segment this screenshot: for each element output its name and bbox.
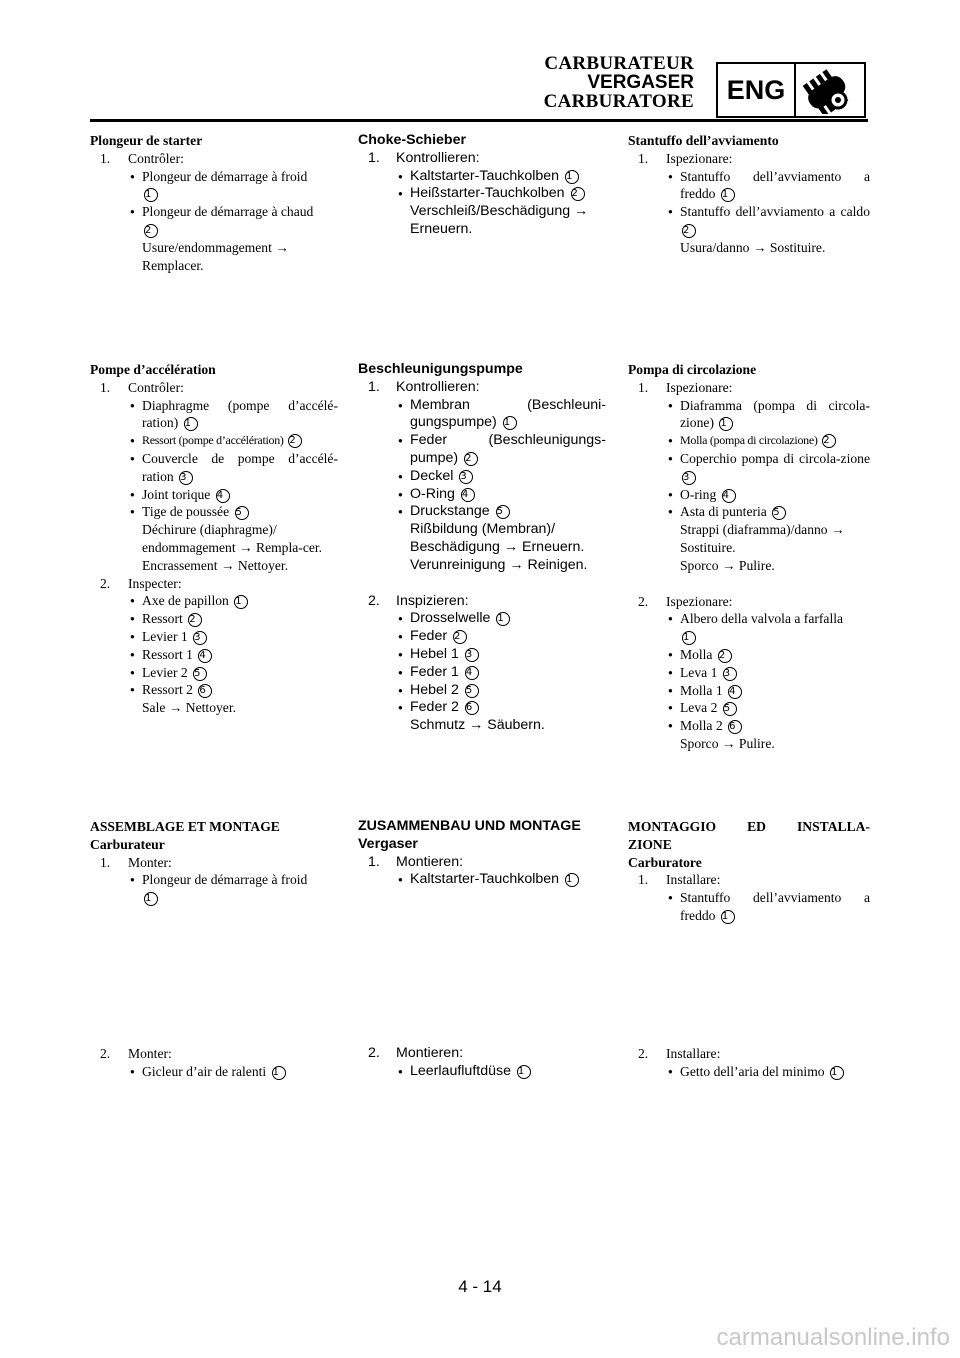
list-item: ● Molla 2 6: [628, 717, 870, 735]
list-item: ● Ressort (pompe d’accélération) 2: [90, 432, 338, 450]
list-item: ● Heißstarter-Tauchkolben 2: [358, 185, 606, 203]
list-item: ● Druckstange 5: [358, 503, 606, 521]
it-section-install2: 2. Installare: ● Getto dell’aria del minimo 1: [628, 1045, 870, 1081]
list-item: ● Tige de poussée 5: [90, 503, 338, 521]
section-label: ENG: [726, 75, 786, 105]
list-item: ● Ressort 2: [90, 610, 338, 628]
list-item: ● Leva 1 3: [628, 664, 870, 682]
list-item: ● Levier 2 5: [90, 664, 338, 682]
list-item: ● Plongeur de démarrage à froid 1: [90, 871, 338, 907]
list-item: ● O-Ring 4: [358, 486, 606, 504]
list-item: ● Plongeur de démarrage à chaud 2: [90, 203, 338, 239]
list-item: ● Molla 1 4: [628, 682, 870, 700]
it-section-assembly: MONTAGGIO ED INSTALLA- ZIONE Carburatore 1. Installare: ● Stantuffo dell’avviamento a freddo 1: [628, 818, 870, 925]
list-item: ● Molla (pompa di circolazione) 2: [628, 432, 870, 450]
fr-starter-note: Usure/endommagement → Remplacer.: [142, 239, 289, 273]
list-item: ● Diaframma (pompa di circola-zione) 1: [628, 397, 870, 433]
list-item: ● Stantuffo dell’avviamento a freddo 1: [628, 889, 870, 925]
header-rule: [90, 119, 868, 122]
list-item: ● Axe de papillon 1: [90, 592, 338, 610]
header-title-fr: CARBURATEUR: [544, 53, 694, 74]
de-section-starter: Choke-Schieber 1. Kontrollieren: ● Kaltstarter-Tauchkolben 1 ● Heißstarter-Tauchkolben 2 Verschleiß/Beschädigung → Erneuern.: [358, 132, 606, 239]
list-item: ● Coperchio pompa di circola-zione 3: [628, 450, 870, 486]
list-item: ● Drosselwelle 1: [358, 610, 606, 628]
list-item: ● Levier 1 3: [90, 628, 338, 646]
list-item: ● Feder 2: [358, 628, 606, 646]
list-item: ● Leva 2 5: [628, 699, 870, 717]
list-item: ● Stantuffo dell’avviamento a caldo 2: [628, 203, 870, 239]
header-title-it: CARBURATORE: [543, 91, 694, 112]
section-badge: [716, 62, 866, 118]
de-section-install2: 2. Montieren: ● Leerlaufluftdüse 1: [358, 1045, 606, 1081]
list-item: ● Membran (Beschleuni-gungspumpe) 1: [358, 397, 606, 433]
fr-section-pump: Pompe d’accélération 1. Contrôler: ● Diaphragme (pompe d’accélé-ration) 1 ● Ressort (pompe d’accélération) 2 ● Couvercle de pompe d’accélé-ration 3 ● Joint torique 4 ● Tige de poussée 5 Déchirure (diaphragme)/ endommagement → Rempla-cer. Encrassement → Nettoyer. 2. Inspecter: ● Axe de papillon 1 ● Ressort 2 ● Levier 1 3 ● Ressort 1 4 ● Levier 2 5 ● Ressort 2 6 Sale → Nettoyer.: [90, 361, 338, 717]
fr-pump-title: Pompe d’accélération: [90, 362, 216, 377]
header-title-de: VERGASER: [587, 72, 694, 93]
list-item: ● Hebel 2 5: [358, 682, 606, 700]
list-item: ● Couvercle de pompe d’accélé-ration 3: [90, 450, 338, 486]
list-item: ● Getto dell’aria del minimo 1: [628, 1063, 870, 1081]
list-item: ● Ressort 1 4: [90, 646, 338, 664]
list-item: ● Hebel 1 3: [358, 646, 606, 664]
fr-section-install2: 2. Monter: ● Gicleur d’air de ralenti 1: [90, 1045, 338, 1081]
list-item: ● Gicleur d’air de ralenti 1: [90, 1063, 338, 1081]
page-number: 4 - 14: [458, 1277, 502, 1296]
list-item: ● Leerlaufluftdüse 1: [358, 1063, 606, 1081]
fr-starter-step1: 1. Contrôler:: [100, 150, 184, 166]
list-item: ● Kaltstarter-Tauchkolben 1: [358, 871, 606, 889]
list-item: ● O-ring 4: [628, 486, 870, 504]
list-item: ● Stantuffo dell’avviamento a freddo 1: [628, 168, 870, 204]
list-item: ● Kaltstarter-Tauchkolben 1: [358, 168, 606, 186]
section-badge-divider: [794, 64, 796, 116]
de-section-assembly: ZUSAMMENBAU UND MONTAGE Vergaser 1. Montieren: ● Kaltstarter-Tauchkolben 1: [358, 818, 606, 889]
fr-starter-title: Plongeur de starter: [90, 133, 203, 148]
list-item: ● Albero della valvola a farfalla 1: [628, 610, 870, 646]
list-item: ● Ressort 2 6: [90, 681, 338, 699]
header-title: [544, 54, 694, 111]
list-item: ● Joint torique 4: [90, 486, 338, 504]
list-item: ● Diaphragme (pompe d’accélé-ration) 1: [90, 397, 338, 433]
fr-section-starter: [90, 132, 338, 274]
list-item: ● Deckel 3: [358, 468, 606, 486]
list-item: ● Feder (Beschleunigungs-pumpe) 2: [358, 432, 606, 468]
it-section-starter: Stantuffo dell’avviamento 1. Ispezionare: ● Stantuffo dell’avviamento a freddo 1 ● Stantuffo dell’avviamento a caldo 2 Usura/danno → Sostituire.: [628, 132, 870, 257]
list-item: ● Asta di punteria 5: [628, 503, 870, 521]
it-section-pump: Pompa di circolazione 1. Ispezionare: ● Diaframma (pompa di circola-zione) 1 ● Molla (pompa di circolazione) 2 ● Coperchio pompa di circola-zione 3 ● O-ring 4 ● Asta di punteria 5 Strappi (diaframma)/danno → Sostituire. Sporco → Pulire. 2. Ispezionare: ● Albero della valvola a farfalla 1 ● Molla 2 ● Leva 1 3 ● Molla 1 4 ● Leva 2 5 ● Molla 2 6 Sporco → Pulire.: [628, 361, 870, 753]
list-item: ● Molla 2: [628, 646, 870, 664]
list-item: ● Plongeur de démarrage à froid 1: [90, 168, 338, 204]
list-item: ● Feder 1 4: [358, 664, 606, 682]
de-section-pump: Beschleunigungspumpe 1. Kontrollieren: ● Membran (Beschleuni-gungspumpe) 1 ● Feder (Beschleunigungs-pumpe) 2 ● Deckel 3 ● O-Ring 4 ● Druckstange 5 Rißbildung (Membran)/ Beschädigung → Erneuern. Verunreinigung → Reinigen. 2. Inspizieren: ● Drosselwelle 1 ● Feder 2 ● Hebel 1 3 ● Feder 1 4 ● Hebel 2 5 ● Feder 2 6 Schmutz → Säubern.: [358, 361, 606, 735]
watermark: carmanualsonline.info: [716, 1324, 950, 1351]
list-item: ● Feder 2 6: [358, 699, 606, 717]
engine-icon: [800, 66, 862, 114]
fr-section-assembly: ASSEMBLAGE ET MONTAGE Carburateur 1. Monter: ● Plongeur de démarrage à froid 1: [90, 818, 338, 907]
it-assembly-title-line1: MONTAGGIO ED INSTALLA-: [628, 819, 870, 834]
